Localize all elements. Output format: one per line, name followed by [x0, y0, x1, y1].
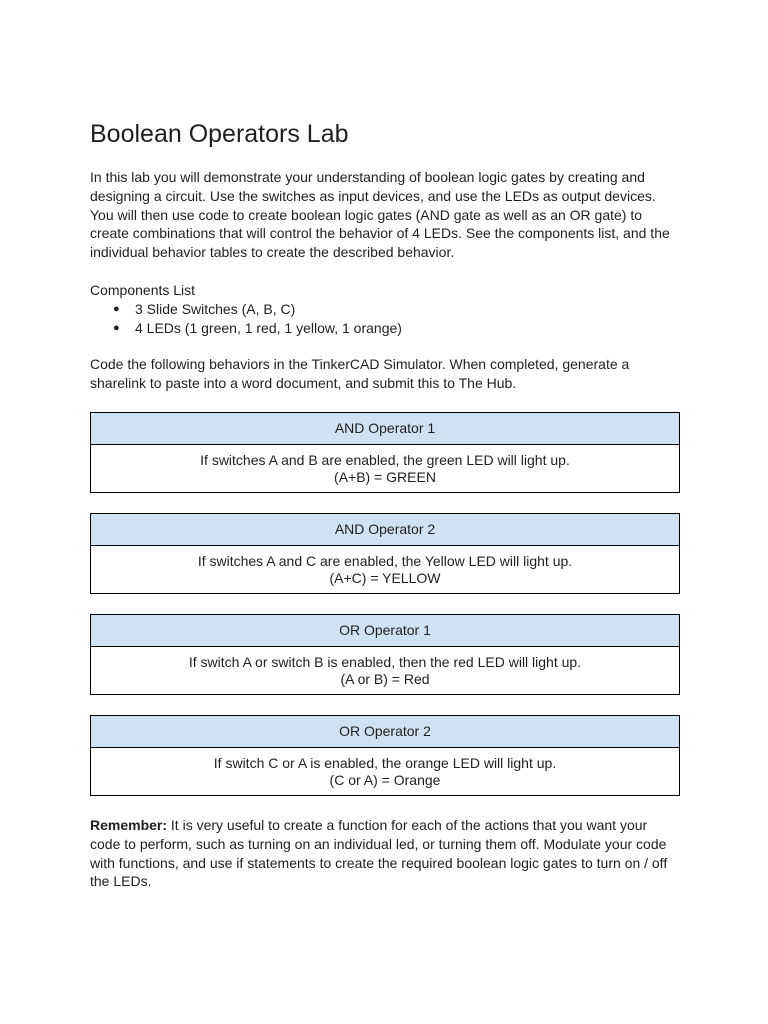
components-heading: Components List	[90, 281, 196, 298]
bullet-icon: ●	[113, 321, 120, 334]
operator-table-header: AND Operator 1	[91, 413, 679, 445]
bullet-icon: ●	[113, 302, 120, 315]
operator-formula: (A+B) = GREEN	[334, 468, 436, 485]
operator-formula: (C or A) = Orange	[329, 771, 441, 788]
operator-table-header: OR Operator 2	[91, 716, 679, 748]
operator-formula: (A+C) = YELLOW	[329, 569, 441, 586]
operator-description: If switches A and C are enabled, the Yellow LED will light up.	[197, 552, 573, 569]
remember-label: Remember:	[90, 816, 168, 833]
operator-table-body	[91, 748, 679, 795]
operator-table-body	[91, 445, 679, 492]
components-list	[90, 300, 680, 338]
list-item	[113, 300, 680, 319]
list-item-text: 3 Slide Switches (A, B, C)	[135, 300, 296, 317]
operator-table-or-2	[90, 715, 680, 796]
instructions-paragraph: Code the following behaviors in the TinkerCAD Simulator. When completed, generate a sharelink to paste into a word document, and submit this to The Hub.	[90, 356, 630, 392]
operator-table-body	[91, 647, 679, 694]
list-item	[113, 319, 680, 338]
operator-table-and-1	[90, 412, 680, 493]
operator-description: If switch A or switch B is enabled, then the red LED will light up.	[188, 653, 582, 670]
document-page	[90, 118, 680, 891]
page-title: Boolean Operators Lab	[90, 120, 349, 148]
operator-description: If switches A and B are enabled, the green LED will light up.	[200, 451, 570, 468]
operator-table-and-2	[90, 513, 680, 594]
operator-formula: (A or B) = Red	[340, 670, 430, 687]
remember-text: It is very useful to create a function for each of the actions that you want your code to perform, such as turning on an individual led, or turning them off. Modulate your code with functions, and use if statements to create the required boolean logic gates to turn on / off the LEDs.	[90, 816, 668, 890]
operator-table-or-1	[90, 614, 680, 695]
operator-table-body	[91, 546, 679, 593]
remember-paragraph	[90, 816, 680, 891]
operator-description: If switch C or A is enabled, the orange LED will light up.	[213, 754, 557, 771]
list-item-text: 4 LEDs (1 green, 1 red, 1 yellow, 1 orange)	[135, 319, 402, 336]
operator-table-header: AND Operator 2	[91, 514, 679, 546]
intro-paragraph: In this lab you will demonstrate your understanding of boolean logic gates by creating and designing a circuit. Use the switches as input devices, and use the LEDs as output devices. You will then use code to create boolean logic gates (AND gate as well as an OR gate) to create combinations that will control the behavior of 4 LEDs. See the components list, and the individual behavior tables to create the described behavior.	[90, 169, 670, 261]
operator-table-header: OR Operator 1	[91, 615, 679, 647]
